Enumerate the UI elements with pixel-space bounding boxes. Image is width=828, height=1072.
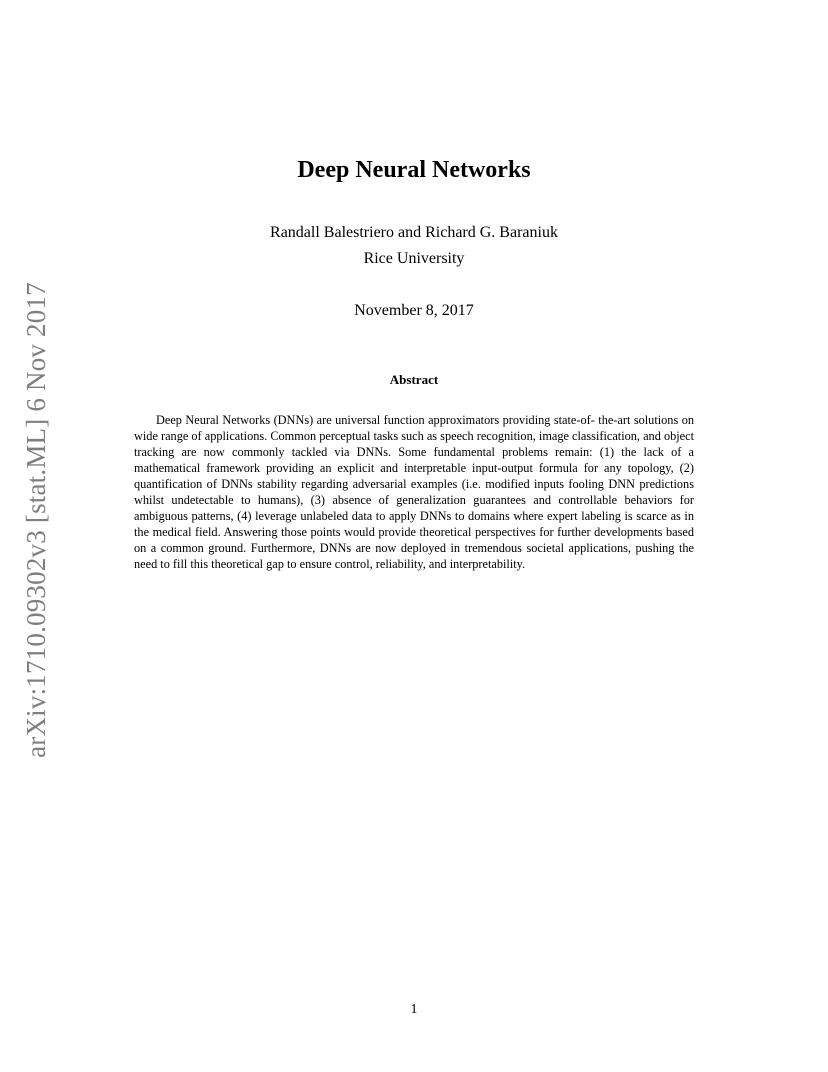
abstract-text: Deep Neural Networks (DNNs) are universal function approximators providing state-of- the-art solutions on wide range of applications. Common perceptual tasks such as speech recognition, image classification, and object tracking are now commonly tackled via DNNs. Some fundamental problems remain: (1) the lack of a mathematical framework providing an explicit and interpretable input-output formula for any topology, (2) quantification of DNNs stability regarding adversarial examples (i.e. modified inputs fooling DNN predictions whilst undetectable to humans), (3) absence of generalization guarantees and controllable behaviors for ambiguous patterns, (4) leverage unlabeled data to apply DNNs to domains where expert labeling is scarce as in the medical field. Answering those points would provide theoretical perspectives for further developments based on a common ground. Furthermore, DNNs are now deployed in tremendous societal applications, pushing the need to fill this theoretical gap to ensure control, reliability, and interpretability.	[134, 413, 694, 571]
paper-title: Deep Neural Networks	[297, 157, 531, 183]
paper-authors: Randall Balestriero and Richard G. Baraniuk	[270, 224, 558, 241]
page-number: 1	[410, 1002, 418, 1017]
author-affiliation: Rice University	[363, 250, 465, 267]
arxiv-identifier: arXiv:1710.09302v3 [stat.ML] 6 Nov 2017	[21, 282, 51, 758]
paper-date: November 8, 2017	[354, 302, 474, 319]
abstract-heading: Abstract	[389, 372, 439, 387]
